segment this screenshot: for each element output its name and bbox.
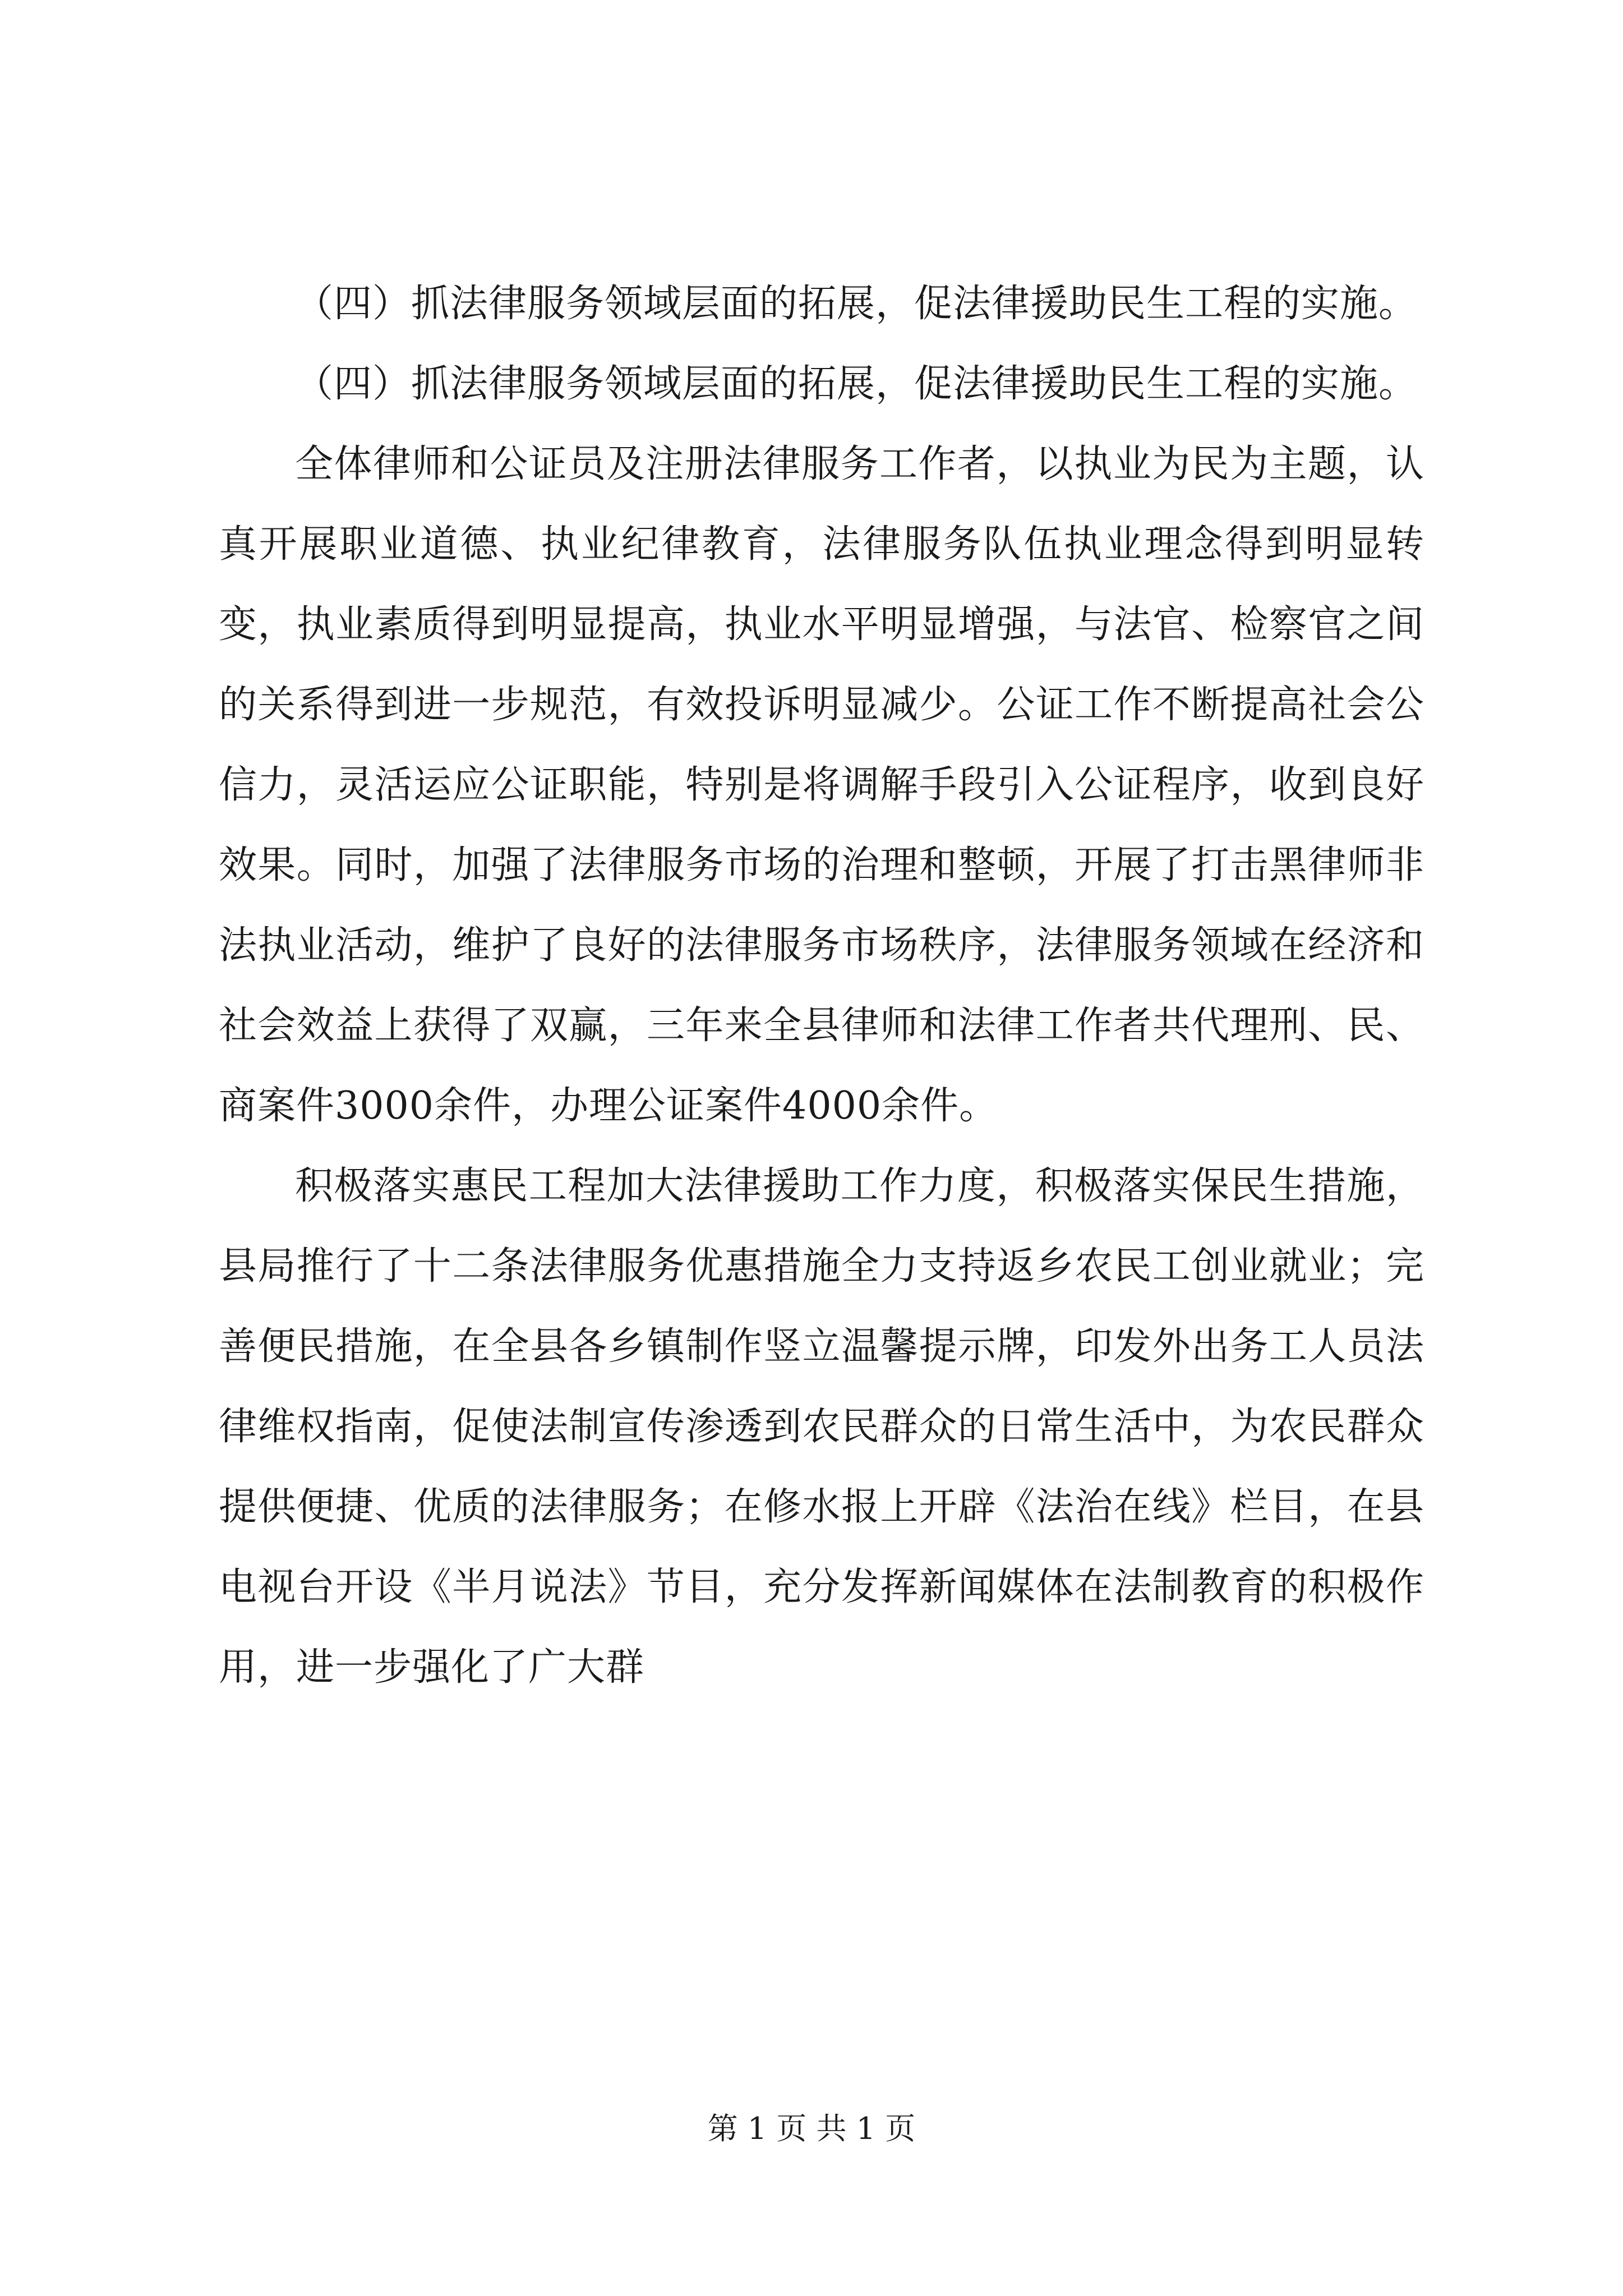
- page-footer: 第 1 页 共 1 页: [707, 2111, 916, 2146]
- paragraph-4: 积极落实惠民工程加大法律援助工作力度，积极落实保民生措施，县局推行了十二条法律服务优惠措施全力支持返乡农民工创业就业；完善便民措施，在全县各乡镇制作竖立温馨提示牌，印发外出务工人员法律维权指南，促使法制宣传渗透到农民群众的日常生活中，为农民群众提供便捷、优质的法律服务；在修水报上开辟《法治在线》栏目，在县电视台开设《半月说法》节目，充分发挥新闻媒体在法制教育的积极作用，进一步强化了广大群: [219, 1164, 1424, 1690]
- paragraph-1: （四）抓法律服务领域层面的拓展，促法律援助民生工程的实施。: [295, 282, 1418, 326]
- document-body: [219, 264, 1424, 1708]
- paragraph-2: （四）抓法律服务领域层面的拓展，促法律援助民生工程的实施。: [295, 362, 1418, 406]
- paragraph-3: 全体律师和公证员及注册法律服务工作者，以执业为民为主题，认真开展职业道德、执业纪律教育，法律服务队伍执业理念得到明显转变，执业素质得到明显提高，执业水平明显增强，与法官、检察官之间的关系得到进一步规范，有效投诉明显减少。公证工作不断提高社会公信力，灵活运应公证职能，特别是将调解手段引入公证程序，收到良好效果。同时，加强了法律服务市场的治理和整顿，开展了打击黑律师非法执业活动，维护了良好的法律服务市场秩序，法律服务领域在经济和社会效益上获得了双赢，三年来全县律师和法律工作者共代理刑、民、商案件3000余件，办理公证案件4000余件。: [219, 442, 1424, 1128]
